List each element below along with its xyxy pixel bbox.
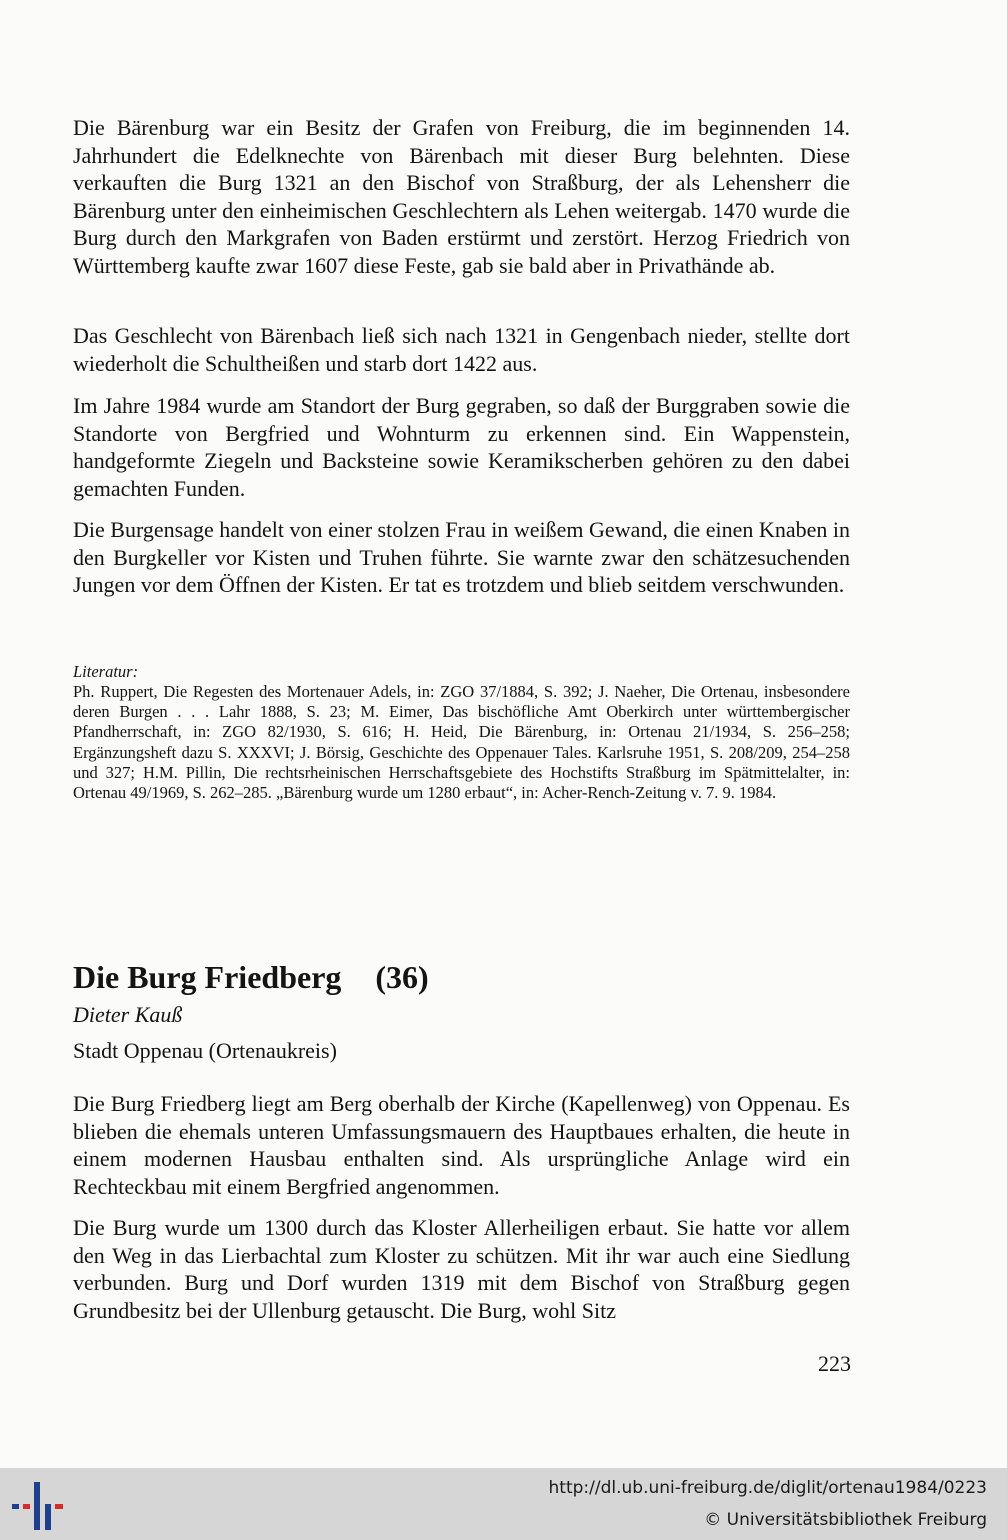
paragraph-3: Im Jahre 1984 wurde am Standort der Burg gegraben, so daß der Burggraben sowie die Standorte von Bergfried und Wohnturm zu erkennen sind. Ein Wappenstein, handgeformte Ziegeln und Backsteine sowie Keramikscherben gehören zu den dabei gemachten Funden. <box>73 393 850 501</box>
section-paragraph-2: Die Burg wurde um 1300 durch das Kloster Allerheiligen erbaut. Sie hatte vor allem den Weg in das Lierbachtal zum Kloster zu schützen. Mit ihr war auch eine Siedlung verbunden. Burg und Dorf wurden 1319 mit dem Bischof von Straßburg gegen Grundbesitz bei der Ullenburg getauscht. Die Burg, wohl Sitz <box>73 1215 850 1323</box>
text-column <box>73 322 850 377</box>
footer-copyright: © Universitätsbibliothek Freiburg <box>704 1510 987 1530</box>
page-number: 223 <box>818 1351 851 1376</box>
section-place: Stadt Oppenau (Ortenaukreis) <box>73 1038 337 1063</box>
paragraph-2: Das Geschlecht von Bärenbach ließ sich nach 1321 in Gengenbach nieder, stellte dort wiederholt die Schultheißen und starb dort 1422 aus. <box>73 323 850 376</box>
section-number: (36) <box>375 959 429 995</box>
text-column <box>73 392 850 502</box>
text-column <box>73 1090 850 1200</box>
literature-text: Ph. Ruppert, Die Regesten des Mortenauer Adels, in: ZGO 37/1884, S. 392; J. Naeher, Die Ortenau, insbesondere deren Burgen . . . Lahr 1888, S. 23; M. Eimer, Das bischöfliche Amt Oberkirch unter württembergischer Pfandherrschaft, in: ZGO 82/1930, S. 616; H. Heid, Die Bärenburg, in: Ortenau 21/1934, S. 256–258; Ergänzungsheft dazu S. XXXVI; J. Börsig, Geschichte des Oppenauer Tales. Karlsruhe 1951, S. 208/209, 254–258 und 327; H.M. Pillin, Die rechtsrheinischen Herrschaftsgebiete des Hochstifts Straßburg im Spätmittelalter, in: Ortenau 49/1969, S. 262–285. „Bärenburg wurde um 1280 erbaut“, in: Acher-Rench-Zeitung v. 7. 9. 1984. <box>73 682 850 803</box>
section-paragraph-1: Die Burg Friedberg liegt am Berg oberhalb der Kirche (Kapellenweg) von Oppenau. Es blieben die ehemals unteren Umfassungsmauern des Hauptbaues erhalten, die heute in einem modernen Hausbau enthalten sind. Als ursprüngliche Anlage wird ein Rechteckbau mit einem Bergfried angenommen. <box>73 1091 850 1199</box>
text-column <box>73 516 850 599</box>
literature-block <box>73 662 850 803</box>
text-column <box>73 114 850 280</box>
footer-bar <box>0 1468 1007 1540</box>
section-header <box>73 958 850 1066</box>
footer-url-link[interactable]: http://dl.ub.uni-freiburg.de/diglit/ortenau1984/0223 <box>548 1478 987 1498</box>
text-column <box>73 1214 850 1324</box>
ub-freiburg-logo-icon <box>12 1482 64 1530</box>
literature-heading: Literatur: <box>73 662 139 681</box>
section-author: Dieter Kauß <box>73 1002 183 1027</box>
paragraph-1: Die Bärenburg war ein Besitz der Grafen von Freiburg, die im beginnenden 14. Jahrhundert die Edelknechte von Bärenbach mit dieser Burg belehnten. Diese verkauften die Burg 1321 an den Bischof von Straßburg, der als Lehensherr die Bärenburg unter den einheimischen Geschlechtern als Lehen weitergab. 1470 wurde die Burg durch den Markgrafen von Baden erstürmt und zerstört. Herzog Friedrich von Württemberg kaufte zwar 1607 diese Feste, gab sie bald aber in Privathände ab. <box>73 115 850 278</box>
paragraph-4: Die Burgensage handelt von einer stolzen Frau in weißem Gewand, die einen Knaben in den Burgkeller vor Kisten und Truhen führte. Sie warnte zwar den schätzesuchenden Jungen vor dem Öffnen der Kisten. Er tat es trotzdem und blieb seitdem verschwunden. <box>73 517 850 598</box>
section-title-text: Die Burg Friedberg <box>73 959 342 995</box>
section-title <box>73 958 850 996</box>
